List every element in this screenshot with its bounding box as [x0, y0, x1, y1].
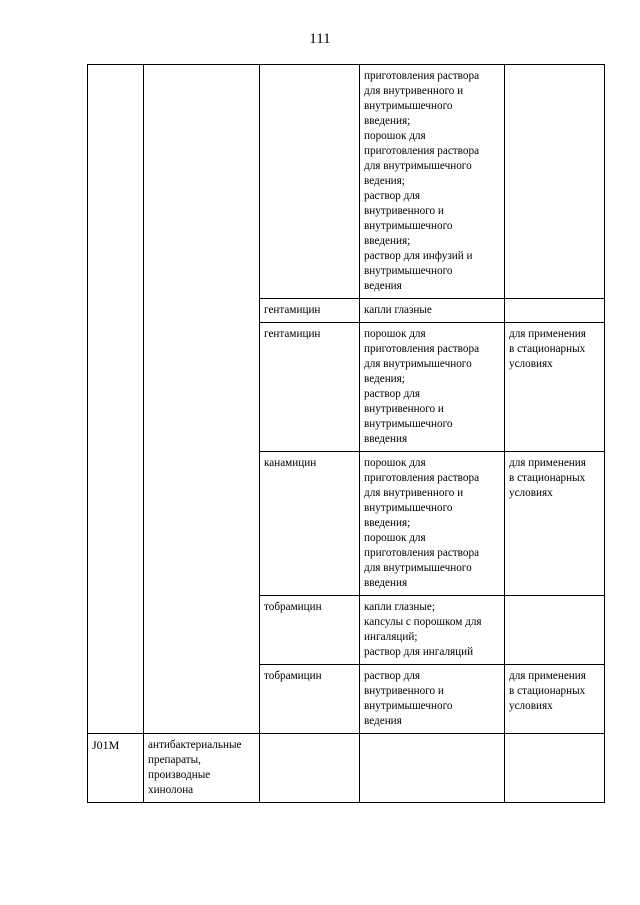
table-row [88, 65, 605, 299]
dosage-form-cell: капли глазные; капсулы с порошком для ингаляций; раствор для ингаляций [360, 596, 505, 665]
dosage-form-cell: порошок для приготовления раствора для внутривенного и внутримышечного введения; порошок для приготовления раствора для внутримышечного введения [360, 452, 505, 596]
note-cell [505, 299, 605, 323]
drug-name-cell: канамицин [260, 452, 360, 596]
atx-group-cell [144, 65, 260, 734]
note-cell: для применения в стационарных условиях [505, 323, 605, 452]
note-cell [505, 65, 605, 299]
note-cell: для применения в стационарных условиях [505, 665, 605, 734]
drug-name-cell [260, 734, 360, 803]
dosage-form-cell: приготовления раствора для внутривенного и внутримышечного введения; порошок для приготовления раствора для внутримышечного ведения; раствор для внутривенного и внутримышечного введения; раствор для инфузий и внутримышечного ведения [360, 65, 505, 299]
drug-name-cell: тобрамицин [260, 665, 360, 734]
note-cell: для применения в стационарных условиях [505, 452, 605, 596]
page-number: 111 [309, 31, 331, 47]
dosage-form-cell [360, 734, 505, 803]
dosage-form-cell: раствор для внутривенного и внутримышечного ведения [360, 665, 505, 734]
atx-code-cell [88, 65, 144, 734]
note-cell [505, 596, 605, 665]
drug-name-cell [260, 65, 360, 299]
drug-name-cell: гентамицин [260, 299, 360, 323]
table-row [88, 734, 605, 803]
note-cell [505, 734, 605, 803]
drug-table [87, 64, 605, 803]
drug-name-cell: тобрамицин [260, 596, 360, 665]
dosage-form-cell: порошок для приготовления раствора для внутримышечного ведения; раствор для внутривенного и внутримышечного введения [360, 323, 505, 452]
drug-name-cell: гентамицин [260, 323, 360, 452]
dosage-form-cell: капли глазные [360, 299, 505, 323]
atx-group-cell: антибактериальные препараты, производные хинолона [144, 734, 260, 803]
atx-code-cell: J01M [88, 734, 144, 803]
